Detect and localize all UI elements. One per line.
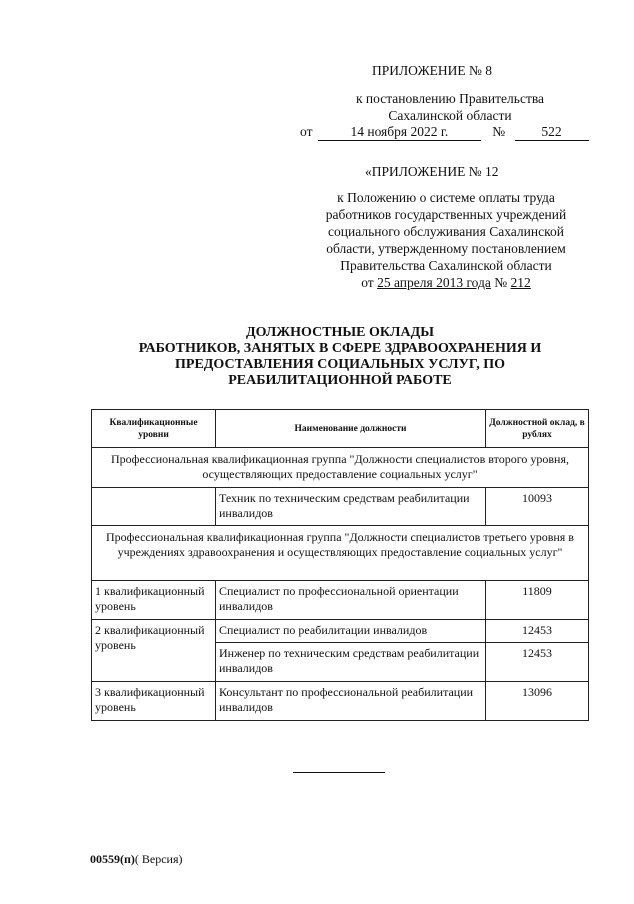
footer-version: ( Версия) (134, 852, 183, 866)
appendix2-title: «ПРИЛОЖЕНИЕ № 12 (365, 164, 499, 179)
table-row (92, 620, 589, 643)
heading-line: ПРЕДОСТАВЛЕНИЯ СОЦИАЛЬНЫХ УСЛУГ, ПО (175, 357, 505, 372)
header-salary: Должностной оклад, в рублях (486, 410, 589, 448)
end-rule (293, 772, 385, 773)
group-row (92, 526, 589, 581)
footer (90, 852, 183, 867)
appendix2-from-label: от (361, 275, 374, 290)
level-cell: 2 квалификационный уровень (92, 620, 216, 682)
heading-line: РЕАБИЛИТАЦИОННОЙ РАБОТЕ (228, 373, 452, 388)
appendix2-date-line (293, 274, 599, 291)
salary-table (91, 409, 589, 721)
salary-cell: 12453 (486, 620, 589, 643)
appendix2-line: работников государственных учреждений (325, 207, 567, 222)
appendix2-num-label: № (494, 275, 508, 290)
level-cell (92, 488, 216, 526)
appendix2-line: Правительства Сахалинской области (340, 258, 552, 273)
table-row (92, 682, 589, 721)
appendix2-line: к Положению о системе оплаты труда (337, 190, 555, 205)
position-cell: Специалист по реабилитации инвалидов (216, 620, 486, 643)
position-cell: Техник по техническим средствам реабилитации инвалидов (216, 488, 486, 526)
group-title: Профессиональная квалификационная группа "Должности специалистов третьего уровня в учреждениях здравоохранения и осуществляющих предоставление социальных услуг" (92, 526, 589, 581)
table-header-row (92, 410, 589, 448)
level-cell: 3 квалификационный уровень (92, 682, 216, 721)
appendix-number: 522 (515, 124, 589, 141)
appendix-date: 14 ноября 2022 г. (318, 124, 481, 141)
appendix-num-label: № (492, 124, 506, 139)
table-row (92, 581, 589, 620)
heading-line: ДОЛЖНОСТНЫЕ ОКЛАДЫ (246, 325, 434, 340)
appendix-from-label: от (300, 124, 313, 139)
heading-line: РАБОТНИКОВ, ЗАНЯТЫХ В СФЕРЕ ЗДРАВООХРАНЕНИЯ И (138, 341, 542, 356)
appendix-line-2: Сахалинской области (388, 108, 512, 123)
footer-code: 00559(п) (90, 852, 135, 866)
appendix2-number: 212 (510, 275, 531, 290)
appendix2-date: 25 апреля 2013 года (377, 275, 491, 290)
appendix2-line: области, утвержденному постановлением (326, 241, 566, 256)
position-cell: Специалист по профессиональной ориентации инвалидов (216, 581, 486, 620)
doc-heading (60, 325, 620, 389)
group-title: Профессиональная квалификационная группа "Должности специалистов второго уровня, осуществляющих предоставление социальных услуг" (92, 448, 589, 488)
appendix-title: ПРИЛОЖЕНИЕ № 8 (372, 63, 493, 78)
salary-cell: 13096 (486, 682, 589, 721)
salary-cell: 10093 (486, 488, 589, 526)
appendix2-line: социального обслуживания Сахалинской (328, 224, 564, 239)
header-position: Наименование должности (216, 410, 486, 448)
appendix-line-1: к постановлению Правительства (355, 91, 545, 106)
salary-cell: 12453 (486, 643, 589, 682)
appendix2-text (293, 189, 599, 291)
salary-cell: 11809 (486, 581, 589, 620)
level-cell: 1 квалификационный уровень (92, 581, 216, 620)
position-cell: Инженер по техническим средствам реабилитации инвалидов (216, 643, 486, 682)
header-levels: Квалификационные уровни (92, 410, 216, 448)
position-cell: Консультант по профессиональной реабилитации инвалидов (216, 682, 486, 721)
appendix-date-line (300, 123, 589, 141)
group-row (92, 448, 589, 488)
table-row (92, 488, 589, 526)
